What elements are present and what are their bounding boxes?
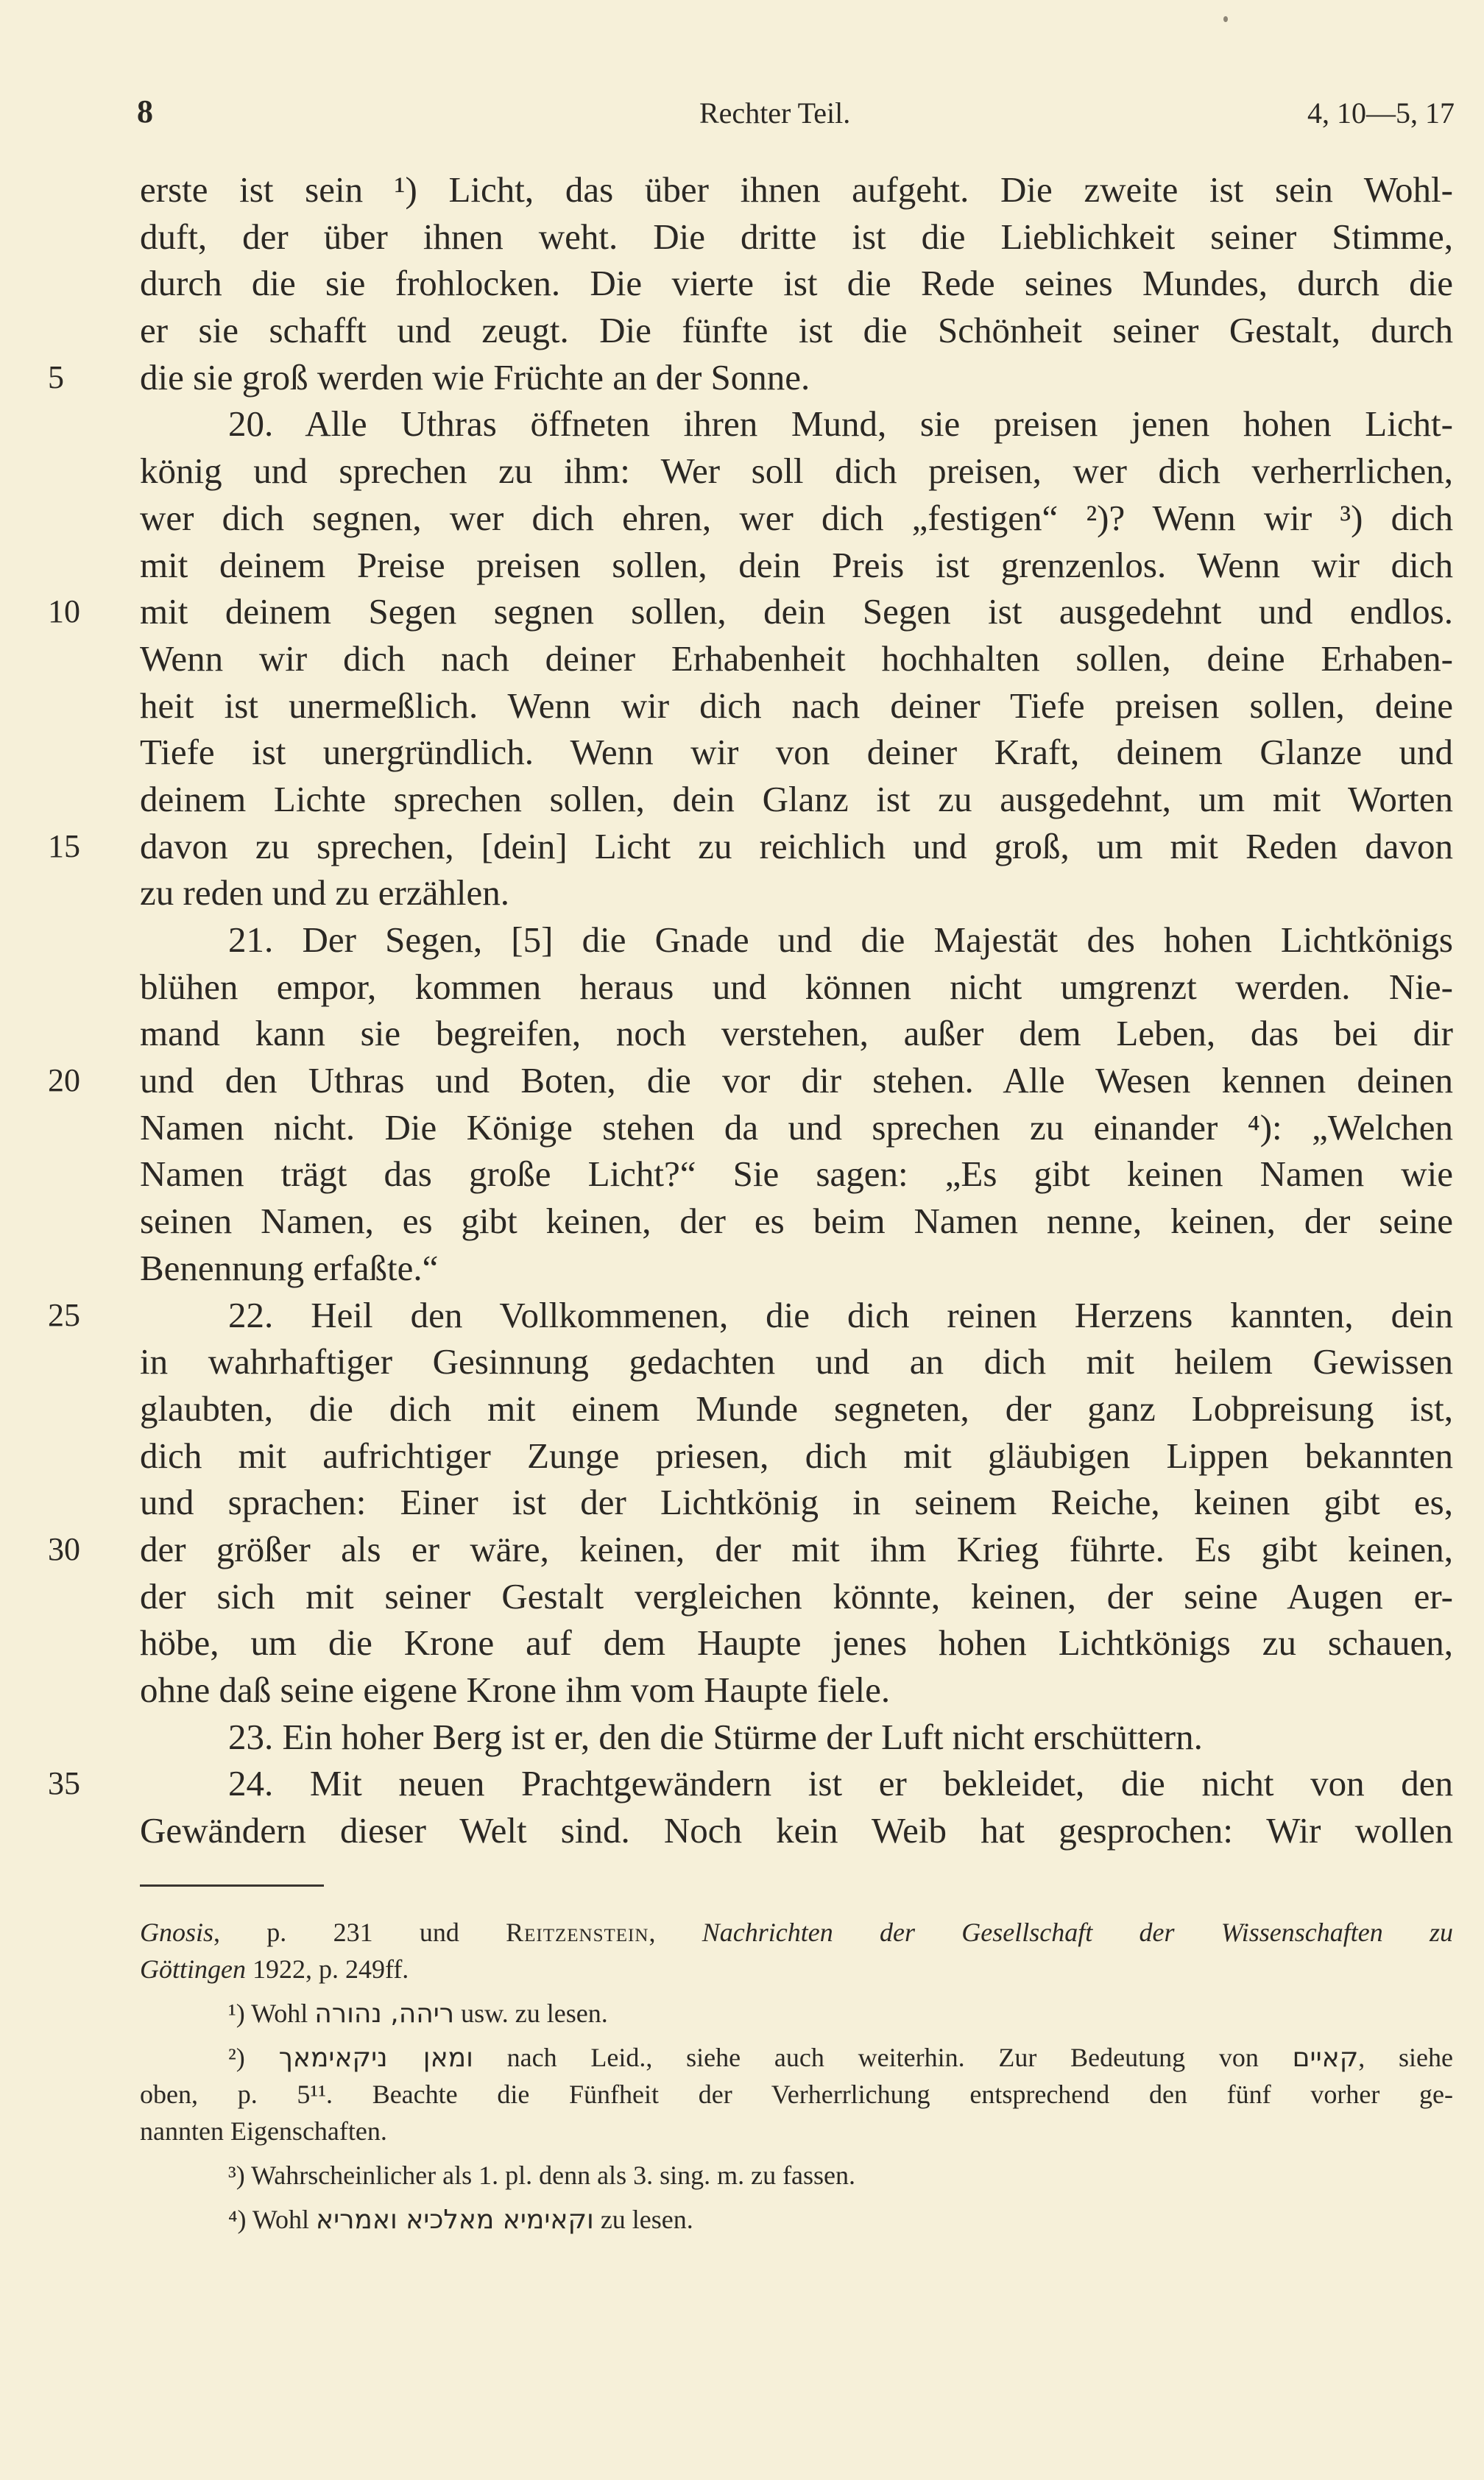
page-number: 8 bbox=[137, 93, 153, 130]
source-year: 1922, p. 249ff. bbox=[245, 1954, 409, 1984]
footnote-4-lead: ⁴) Wohl bbox=[228, 2205, 309, 2234]
text-line: Tiefe ist unergründlich. Wenn wir von deiner Kraft, deinem Glanze und bbox=[140, 732, 1453, 773]
text-line: 22. Heil den Vollkommenen, die dich reinen Herzens kannten, dein 25 bbox=[140, 1292, 1453, 1339]
text-line: dich mit aufrichtiger Zunge priesen, dich mit gläubigen Lippen bekannten bbox=[140, 1435, 1453, 1476]
footnote-2-mark: ²) bbox=[228, 2043, 245, 2072]
text-line: könig und sprechen zu ihm: Wer soll dich preisen, wer dich verherrlichen, bbox=[140, 451, 1453, 492]
source-place: Göttingen bbox=[140, 1954, 246, 1984]
footnote-4-tail: zu lesen. bbox=[600, 2205, 693, 2234]
text-line: 20. Alle Uthras öffneten ihren Mund, sie preisen jenen hohen Licht- bbox=[228, 403, 1453, 445]
page-speck bbox=[1223, 16, 1228, 22]
footnote-source-line-2 bbox=[140, 1951, 1453, 1988]
text-line: höbe, um die Krone auf dem Haupte jenes hohen Lichtkönigs zu schauen, bbox=[140, 1622, 1453, 1664]
verse-reference: 4, 10—5, 17 bbox=[1307, 96, 1455, 130]
text-line: Gewändern dieser Welt sind. Noch kein Weib hat gesprochen: Wir wollen bbox=[140, 1810, 1453, 1851]
footnote-2-line-2: oben, p. 5¹¹. Beachte die Fünfheit der Verherrlichung entsprechend den fünf vorher ge- bbox=[140, 2080, 1453, 2109]
footnote-source-line bbox=[140, 1914, 1453, 1951]
text-line: wer dich segnen, wer dich ehren, wer dich „festigen“ ²)? Wenn wir ³) dich bbox=[140, 497, 1453, 538]
footnote-4 bbox=[140, 2201, 1453, 2238]
text-line: durch die sie frohlocken. Die vierte ist die Rede seines Mundes, durch die bbox=[140, 263, 1453, 304]
footnote-rule bbox=[140, 1884, 324, 1887]
text-line: duft, der über ihnen weht. Die dritte ist die Lieblichkeit seiner Stimme, bbox=[140, 216, 1453, 257]
running-header bbox=[137, 93, 1455, 137]
footnote-4-hebrew: וקאימיא מאלכיא ואמריא bbox=[316, 2205, 594, 2235]
source-page: , p. 231 und bbox=[213, 1918, 506, 1947]
text-line: Namen trägt das große Licht?“ Sie sagen: „Es gibt keinen Namen wie bbox=[140, 1154, 1453, 1195]
footnote-2-siehe: , siehe bbox=[1358, 2043, 1453, 2072]
main-text bbox=[48, 166, 1453, 1854]
footnote-2-text: nach Leid., siehe auch weiterhin. Zur Bedeutung von bbox=[506, 2043, 1259, 2072]
text-line: 24. Mit neuen Prachtgewändern ist er bekleidet, die nicht von den 35 bbox=[140, 1760, 1453, 1807]
text-line: Wenn wir dich nach deiner Erhabenheit hochhalten sollen, deine Erhaben- bbox=[140, 637, 1453, 679]
text-line: blühen empor, kommen heraus und können nicht umgrenzt werden. Nie- bbox=[140, 966, 1453, 1007]
text-line: der sich mit seiner Gestalt vergleichen könnte, keinen, der seine Augen er- bbox=[140, 1575, 1453, 1617]
line-number: 5 bbox=[48, 358, 64, 395]
text-line: heit ist unermeßlich. Wenn wir dich nach deiner Tiefe preisen sollen, deine bbox=[140, 685, 1453, 726]
footnote-1-lead: ¹) Wohl bbox=[228, 1999, 308, 2028]
line-number: 35 bbox=[48, 1765, 80, 1802]
line-number: 25 bbox=[48, 1296, 80, 1333]
line-number: 30 bbox=[48, 1530, 80, 1567]
source-journal: Nachrichten der Gesellschaft der Wissenschaften zu bbox=[702, 1918, 1453, 1947]
text-line: mit deinem Segen segnen sollen, dein Segen ist ausgedehnt und endlos. 10 bbox=[140, 588, 1453, 635]
text-line: ohne daß seine eigene Krone ihm vom Haupte fiele. bbox=[140, 1670, 891, 1710]
footnote-2-hebrew: ומאן ניקאימאך bbox=[278, 2043, 473, 2073]
source-author: Reitzenstein bbox=[506, 1918, 649, 1947]
footnote-2-line-3: nannten Eigenschaften. bbox=[140, 2116, 387, 2146]
text-line: mand kann sie begreifen, noch verstehen, außer dem Leben, das bei dir bbox=[140, 1013, 1453, 1054]
text-line: die sie groß werden wie Früchte an der Sonne. 5 bbox=[140, 354, 1453, 401]
line-number: 15 bbox=[48, 827, 80, 864]
text-line: seinen Namen, es gibt keinen, der es beim Namen nenne, keinen, der seine bbox=[140, 1201, 1453, 1242]
footnote-1-hebrew: ריהה, נהורה bbox=[314, 1999, 455, 2029]
footnote-3: ³) Wahrscheinlicher als 1. pl. denn als 3. sing. m. zu fassen. bbox=[228, 2161, 856, 2190]
text-line: in wahrhaftiger Gesinnung gedachten und an dich mit heilem Gewissen bbox=[140, 1341, 1453, 1382]
text-line: er sie schafft und zeugt. Die fünfte ist die Schönheit seiner Gestalt, durch bbox=[140, 310, 1453, 351]
text-line: und sprachen: Einer ist der Lichtkönig in seinem Reiche, keinen gibt es, bbox=[140, 1482, 1453, 1523]
footnote-1 bbox=[140, 1995, 1453, 2032]
footnotes bbox=[140, 1914, 1453, 2238]
text-line: mit deinem Preise preisen sollen, dein Preis ist grenzenlos. Wenn wir dich bbox=[140, 544, 1453, 585]
line-number: 20 bbox=[48, 1062, 80, 1099]
text-line: 21. Der Segen, [5] die Gnade und die Majestät des hohen Lichtkönigs bbox=[228, 919, 1453, 960]
text-line: zu reden und zu erzählen. bbox=[140, 872, 509, 914]
source-comma: , bbox=[649, 1918, 656, 1947]
text-line: Benennung erfaßte.“ bbox=[140, 1247, 439, 1288]
footnote-2-hebrew-2: קאיים bbox=[1292, 2043, 1359, 2073]
text-line: 23. Ein hoher Berg ist er, den die Stürme der Luft nicht erschüttern. bbox=[228, 1716, 1203, 1757]
footnote-1-tail: usw. zu lesen. bbox=[461, 1999, 608, 2028]
source-title: Gnosis bbox=[140, 1918, 214, 1947]
text-line: deinem Lichte sprechen sollen, dein Glanz ist zu ausgedehnt, um mit Worten bbox=[140, 778, 1453, 819]
text-line: und den Uthras und Boten, die vor dir stehen. Alle Wesen kennen deinen 20 bbox=[140, 1057, 1453, 1104]
text-line: glaubten, die dich mit einem Munde segneten, der ganz Lobpreisung ist, bbox=[140, 1388, 1453, 1429]
text-line: Namen nicht. Die Könige stehen da und sprechen zu einander ⁴): „Welchen bbox=[140, 1106, 1453, 1148]
line-number: 10 bbox=[48, 593, 80, 630]
text-line: erste ist sein ¹) Licht, das über ihnen aufgeht. Die zweite ist sein Wohl- bbox=[140, 169, 1453, 210]
running-title: Rechter Teil. bbox=[699, 96, 851, 130]
text-line: davon zu sprechen, [dein] Licht zu reichlich und groß, um mit Reden davon 15 bbox=[140, 823, 1453, 870]
text-line: der größer als er wäre, keinen, der mit ihm Krieg führte. Es gibt keinen, 30 bbox=[140, 1526, 1453, 1573]
footnote-2 bbox=[140, 2039, 1453, 2076]
